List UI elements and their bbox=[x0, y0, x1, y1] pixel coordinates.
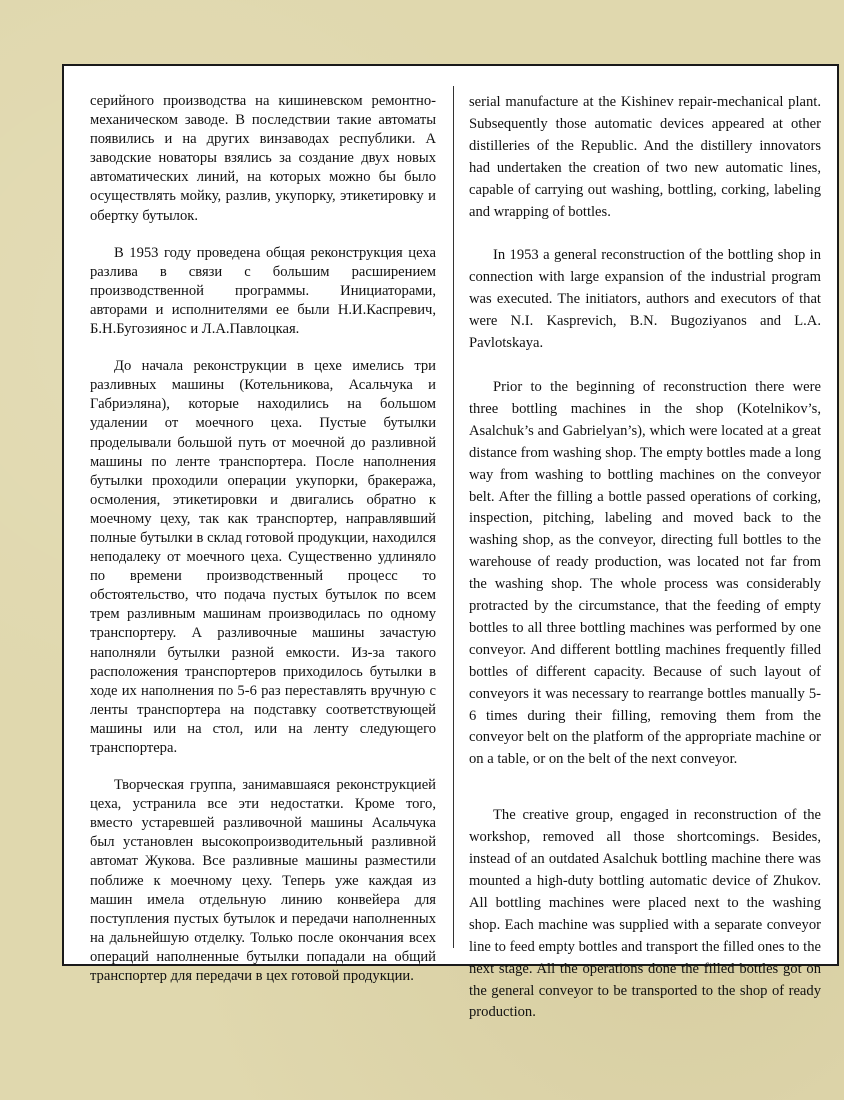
russian-paragraph-4: Творческая группа, занимавшаяся реконструкцией цеха, устранила все эти недостатки. Кроме того, вместо устаревшей разливочной машины Асальчука был установлен высокопроизводительный разливной автомат Жукова. Все разливные машины разместили поближе к моечному цеху. Теперь уже каждая из машин имела отдельную линию конвейера для поступления пустых бутылок и передачи наполненных на дальнейшую отделку. Только после окончания всех операций наполненные бутылки попадали на общий транспортер для передачи в цех готовой продукции. bbox=[90, 777, 436, 985]
page-frame bbox=[62, 64, 839, 1021]
russian-paragraph-2: В 1953 году проведена общая реконструкция цеха разлива в связи с большим расширением производственной программы. Инициаторами, авторами и исполнителями ее были Н.И.Каспревич, Б.Н.Бугозиянос и Л.А.Павлоцкая. bbox=[90, 244, 436, 338]
english-paragraph-1: serial manufacture at the Kishinev repair-mechanical plant. Subsequently those automatic devices appeared at other distilleries of the Republic. And the distillery innovators had undertaken the creation of two new automatic lines, capable of carrying out washing, bottling, corking, labeling and wrapping of bottles. bbox=[469, 94, 821, 220]
english-paragraph-2: In 1953 a general reconstruction of the bottling shop in connection with large expansion of the industrial program was executed. The initiators, authors and executors of that were N.I. Kasprevich, B.N. Bugoziyanos and L.A. Pavlotskaya. bbox=[469, 247, 821, 352]
english-paragraph-3: Prior to the beginning of reconstruction there were three bottling machines in the shop (Kotelnikov’s, Asalchuk’s and Gabrielyan’s), which were located at a great distance from washing shop. The empty bottles made a long way from washing to bottling machines on the conveyor belt. After the filling a bottle passed operations of corking, inspection, pitching, labeling and moved back to the washing shop, as the conveyor, directing full bottles to the warehouse of ready production, was located not far from the washing shop. The whole process was considerably protracted by the circumstance, that the feeding of empty bottles to all three bottling machines was performed by one conveyor. And different bottling machines frequently filled bottles of different capacity. Because of such layout of conveyors it was necessary to rearrange bottles manually 5-6 times during their filling, removing them from the conveyor belt on the platform of the appropriate machine or on a table, or on the belt of the next conveyor. bbox=[469, 378, 821, 768]
russian-text-column bbox=[90, 92, 436, 986]
russian-paragraph-3: До начала реконструкции в цехе имелись три разливных машины (Котельникова, Асальчука и Габриэляна), которые находились на большом удалении от моечного цеха. Пустые бутылки проделывали большой путь от моечной до разливной машины по ленте транспортера. После наполнения бутылки проходили операции укупорки, бракеража, осмоления, этикетировки и двигались обратно к моечному цеху, так как транспортер, направлявший полные бутылки в склад готовой продукции, находился неподалеку от моечного цеха. Существенно удлиняло по времени производственный процесс то обстоятельство, что подача пустых бутылок по всем трем разливным машинам производилась по одному транспортеру. А разливочные машины зачастую наполняли бутылки разной емкости. Из-за такого расположения транспортеров приходилось бутылки в ходе их наполнения по 5-6 раз переставлять вручную с ленты транспортера на подставку соответствующей машины или на стол, или на ленту следующего транспортера. bbox=[90, 358, 436, 756]
russian-paragraph-1: серийного производства на кишиневском ремонтно-механическом заводе. В последствии такие автоматы появились и на других винзаводах республики. А заводские новаторы взялись за создание двух новых автоматических линий, на которых можно бы было осуществлять мойку, разлив, укупорку, этикетировку и обертку бутылок. bbox=[90, 93, 436, 224]
column-divider bbox=[453, 86, 454, 948]
english-text-column bbox=[469, 92, 821, 1024]
english-paragraph-4: The creative group, engaged in reconstruction of the workshop, removed all those shortcomings. Besides, instead of an outdated Asalchuk bottling machine there was mounted a high-duty bottling automatic device of Zhukov. All bottling machines were placed next to the washing shop. Each machine was supplied with a separate conveyor line to feed empty bottles and transport the filled ones to the next stage. All the operations done the filled bottles got on the general conveyor to be transported to the shop of ready production. bbox=[469, 807, 821, 1021]
